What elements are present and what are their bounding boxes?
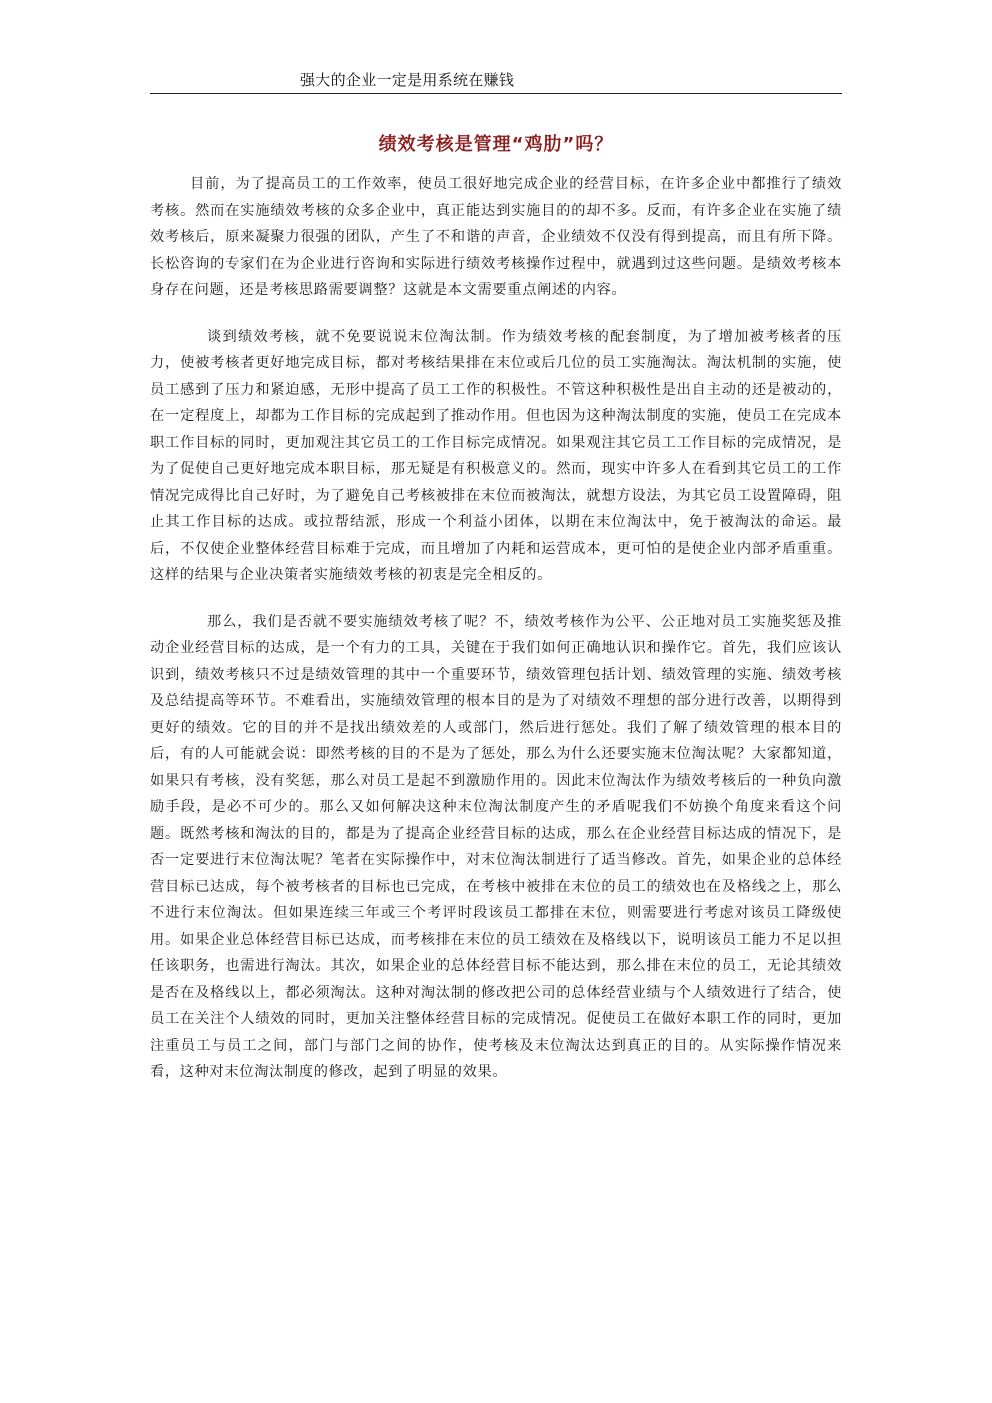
header-divider	[150, 93, 842, 94]
running-header	[150, 64, 842, 94]
paragraph-1: 目前，为了提高员工的工作效率，使员工很好地完成企业的经营目标，在许多企业中都推行了绩效考核。然而在实施绩效考核的众多企业中，真正能达到实施目的的却不多。反而，有许多企业在实施了绩效考核后，原来凝聚力很强的团队，产生了不和谐的声音，企业绩效不仅没有得到提高，而且有所下降。长松咨询的专家们在为企业进行咨询和实际进行绩效考核操作过程中，就遇到过这些问题。是绩效考核本身存在问题，还是考核思路需要调整？这就是本文需要重点阐述的内容。	[150, 176, 842, 298]
document-title: 绩效考核是管理“鸡肋”吗？	[378, 134, 614, 155]
paragraph-2: 谈到绩效考核，就不免要说说末位淘汰制。作为绩效考核的配套制度，为了增加被考核者的压力，使被考核者更好地完成目标，都对考核结果排在末位或后几位的员工实施淘汰。淘汰机制的实施，使员工感到了压力和紧迫感，无形中提高了员工工作的积极性。不管这种积极性是出自主动的还是被动的，在一定程度上，却都为工作目标的完成起到了推动作用。但也因为这种淘汰制度的实施，使员工在完成本职工作目标的同时，更加观注其它员工的工作目标完成情况。如果观注其它员工工作目标的完成情况，是为了促使自己更好地完成本职目标，那无疑是有积极意义的。然而，现实中许多人在看到其它员工的工作情况完成得比自己好时，为了避免自己考核被排在末位而被淘汰，就想方设法，为其它员工设置障碍，阻止其工作目标的达成。或拉帮结派，形成一个利益小团体，以期在末位淘汰中，免于被淘汰的命运。最后，不仅使企业整体经营目标难于完成，而且增加了内耗和运营成本，更可怕的是使企业内部矛盾重重。这样的结果与企业决策者实施绩效考核的初衷是完全相反的。	[150, 328, 842, 583]
paragraph-3: 那么，我们是否就不要实施绩效考核了呢？不，绩效考核作为公平、公正地对员工实施奖惩及推动企业经营目标的达成，是一个有力的工具，关键在于我们如何正确地认识和操作它。首先，我们应该认识到，绩效考核只不过是绩效管理的其中一个重要环节，绩效管理包括计划、绩效管理的实施、绩效考核及总结提高等环节。不难看出，实施绩效管理的根本目的是为了对绩效不理想的部分进行改善，以期得到更好的绩效。它的目的并不是找出绩效差的人或部门，然后进行惩处。我们了解了绩效管理的根本目的后，有的人可能就会说：即然考核的目的不是为了惩处，那么为什么还要实施末位淘汰呢？大家都知道，如果只有考核，没有奖惩，那么对员工是起不到激励作用的。因此末位淘汰作为绩效考核后的一种负向激励手段，是必不可少的。那么又如何解决这种末位淘汰制度产生的矛盾呢我们不妨换个角度来看这个问题。既然考核和淘汰的目的，都是为了提高企业经营目标的达成，那么在企业经营目标达成的情况下，是否一定要进行末位淘汰呢？笔者在实际操作中，对末位淘汰制进行了适当修改。首先，如果企业的总体经营目标已达成，每个被考核者的目标也已完成，在考核中被排在末位的员工的绩效也在及格线之上，那么不进行末位淘汰。但如果连续三年或三个考评时段该员工都排在末位，则需要进行考虑对该员工降级使用。如果企业总体经营目标已达成，而考核排在末位的员工绩效在及格线以下，说明该员工能力不足以担任该职务，也需进行淘汰。其次，如果企业的总体经营目标不能达到，那么排在末位的员工，无论其绩效是否在及格线以上，都必须淘汰。这种对淘汰制的修改把公司的总体经营业绩与个人绩效进行了结合，使员工在关注个人绩效的同时，更加关注整体经营目标的完成情况。促使员工在做好本职工作的同时，更加注重员工与员工之间，部门与部门之间的协作，使考核及末位淘汰达到真正的目的。从实际操作情况来看，这种对末位淘汰制度的修改，起到了明显的效果。	[150, 613, 842, 1080]
document-body	[150, 171, 842, 1106]
running-header-text: 强大的企业一定是用系统在赚钱	[300, 71, 515, 89]
